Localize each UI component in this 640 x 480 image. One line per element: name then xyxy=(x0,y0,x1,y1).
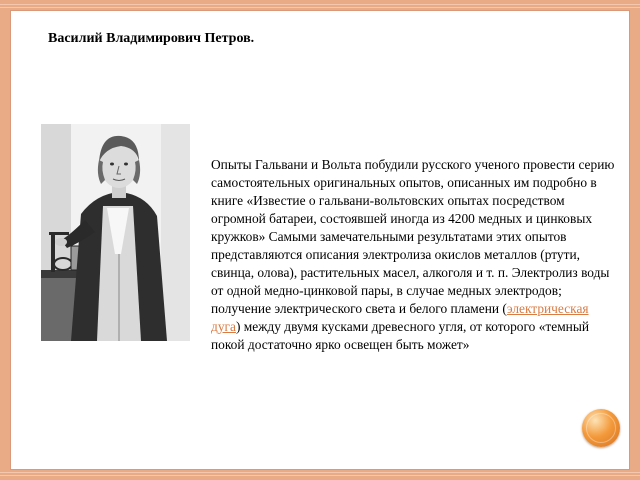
slide xyxy=(11,11,629,469)
electric-arc-link[interactable]: электрическая дуга xyxy=(211,301,589,334)
body-text-before-link: Опыты Гальвани и Вольта побудили русского ученого провести серию самостоятельных оригинальных опытов, описанных им подробно в книге «Известие о гальвани-вольтовских опытах посредством огромной батареи, состоявшей иногда из 4200 медных и цинковых кружков» Самыми замечательными результатами этих опытов представляются описания электролиза окислов металлов (ртути, свинца, олова), растительных масел, алкоголя и т. п. Электролиз воды от одной медно-цинковой пары, в случае медных электродов; получение электрического света и белого пламени ( xyxy=(211,157,615,316)
portrait-image xyxy=(41,124,190,341)
body-text-after-link: ) между двумя кусками древесного угля, от которого «темный покой достаточно ярко освещен быть может» xyxy=(211,319,589,352)
body-paragraph xyxy=(211,156,616,354)
slide-title: Василий Владимирович Петров. xyxy=(48,31,255,46)
decorative-circle-icon xyxy=(582,409,620,447)
portrait-illustration xyxy=(41,124,190,341)
